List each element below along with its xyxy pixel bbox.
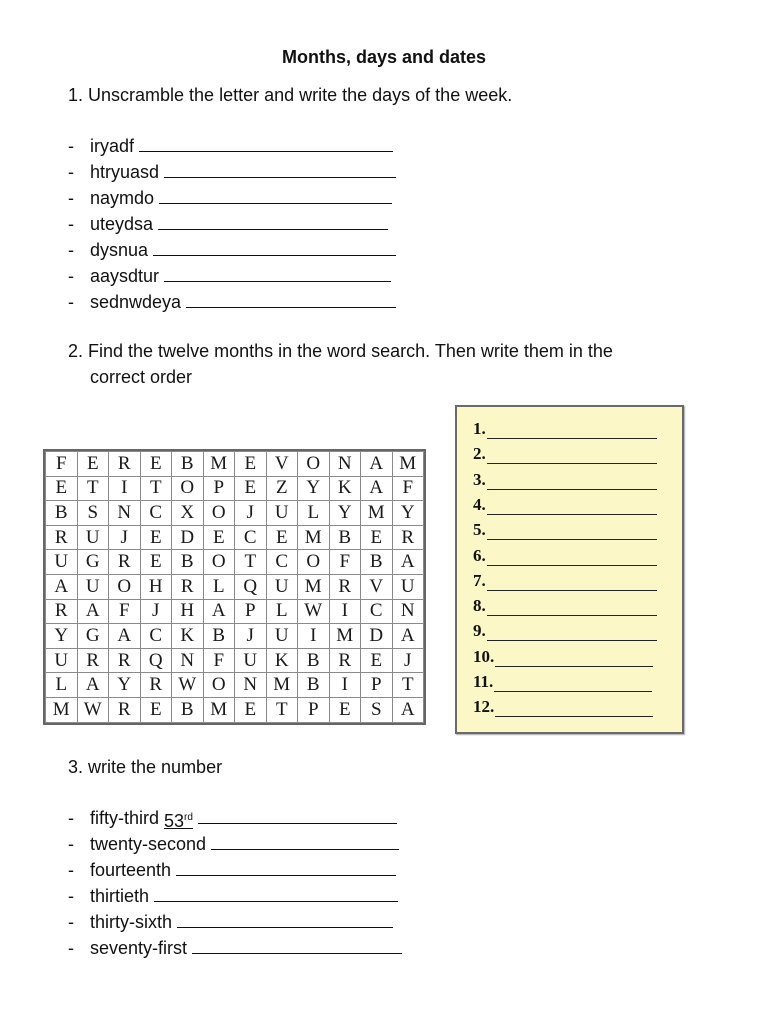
grid-letter[interactable]: B (298, 648, 330, 673)
answer-line[interactable] (176, 857, 396, 876)
grid-letter[interactable]: K (172, 624, 204, 649)
grid-letter[interactable]: M (298, 525, 330, 550)
answer-line[interactable] (487, 551, 657, 566)
answer-number: 8. (473, 596, 486, 616)
grid-letter[interactable]: F (109, 599, 141, 624)
grid-letter[interactable]: T (77, 476, 109, 501)
list-item: - sednwdeya (68, 289, 396, 315)
grid-letter[interactable]: N (235, 673, 267, 698)
grid-row (46, 599, 424, 624)
answer-line[interactable] (154, 883, 398, 902)
grid-letter[interactable]: I (329, 673, 361, 698)
grid-letter[interactable]: M (266, 673, 298, 698)
grid-letter[interactable]: M (329, 624, 361, 649)
grid-letter[interactable]: M (203, 697, 235, 722)
grid-letter[interactable]: Y (329, 501, 361, 526)
answer-line[interactable] (495, 702, 653, 717)
grid-letter[interactable]: G (77, 624, 109, 649)
grid-letter[interactable]: L (298, 501, 330, 526)
grid-row (46, 673, 424, 698)
page-title: Months, days and dates (281, 47, 487, 67)
grid-letter[interactable]: E (361, 648, 393, 673)
answer-number: 1. (473, 419, 486, 438)
answer-line[interactable] (186, 289, 396, 308)
grid-letter[interactable]: J (140, 599, 172, 624)
answer-line[interactable] (487, 601, 657, 616)
grid-letter[interactable]: A (77, 673, 109, 698)
grid-letter[interactable]: I (329, 599, 361, 624)
grid-letter[interactable]: R (329, 648, 361, 673)
list-item: - twenty-second (68, 831, 402, 857)
grid-letter[interactable]: W (77, 697, 109, 722)
grid-letter[interactable]: E (203, 525, 235, 550)
grid-letter[interactable]: Q (140, 648, 172, 673)
grid-letter[interactable]: I (109, 476, 141, 501)
grid-letter[interactable]: E (140, 550, 172, 575)
grid-letter[interactable]: A (46, 574, 78, 599)
grid-letter[interactable]: E (266, 525, 298, 550)
grid-letter[interactable]: T (392, 673, 424, 698)
answer-number: 4. (473, 494, 486, 514)
answer-line[interactable] (139, 133, 393, 152)
question-3-list (68, 805, 402, 961)
answer-line[interactable] (494, 677, 652, 692)
grid-letter[interactable]: T (266, 697, 298, 722)
answer-line[interactable] (211, 831, 399, 850)
grid-letter[interactable]: M (298, 574, 330, 599)
grid-letter[interactable]: E (46, 476, 78, 501)
answer-line[interactable] (153, 237, 396, 256)
grid-letter[interactable]: R (77, 648, 109, 673)
grid-letter[interactable]: E (235, 697, 267, 722)
grid-letter[interactable]: M (361, 501, 393, 526)
answer-row (473, 647, 653, 667)
grid-letter[interactable]: N (392, 599, 424, 624)
answer-line[interactable] (158, 211, 388, 230)
answer-row (473, 520, 657, 540)
grid-letter[interactable]: R (392, 525, 424, 550)
answer-row (473, 672, 652, 692)
grid-letter[interactable]: B (172, 697, 204, 722)
answer-row (473, 444, 657, 464)
grid-letter[interactable]: B (46, 501, 78, 526)
question-3-prompt: 3. write the number (68, 757, 223, 777)
answer-number: 7. (473, 570, 486, 590)
grid-letter[interactable]: B (172, 550, 204, 575)
grid-letter[interactable]: K (329, 476, 361, 501)
grid-letter[interactable]: O (298, 452, 330, 477)
list-item: - htryuasd (68, 159, 396, 185)
grid-letter[interactable]: S (77, 501, 109, 526)
grid-letter[interactable]: R (46, 599, 78, 624)
grid-letter[interactable]: A (361, 476, 393, 501)
grid-letter[interactable]: W (172, 673, 204, 698)
grid-letter[interactable]: P (203, 476, 235, 501)
list-item: - seventy-first (68, 935, 402, 961)
answer-line[interactable] (495, 652, 653, 667)
grid-letter[interactable]: J (392, 648, 424, 673)
answer-line[interactable] (159, 185, 392, 204)
answer-line[interactable] (487, 576, 657, 591)
grid-letter[interactable]: R (329, 574, 361, 599)
grid-letter[interactable]: B (203, 624, 235, 649)
answer-row (473, 495, 657, 515)
answer-number: 2. (473, 444, 486, 464)
grid-letter[interactable]: D (361, 624, 393, 649)
grid-letter[interactable]: A (392, 624, 424, 649)
grid-letter[interactable]: F (46, 452, 78, 477)
grid-letter[interactable]: O (203, 550, 235, 575)
answer-row (473, 571, 657, 591)
grid-letter[interactable]: Y (46, 624, 78, 649)
grid-letter[interactable]: A (77, 599, 109, 624)
grid-row (46, 550, 424, 575)
list-item: - fifty-third 53rd (68, 805, 402, 831)
answer-line[interactable] (164, 263, 391, 282)
grid-letter[interactable]: S (361, 697, 393, 722)
grid-letter[interactable]: Y (109, 673, 141, 698)
grid-letter[interactable]: P (235, 599, 267, 624)
grid-letter[interactable]: J (109, 525, 141, 550)
grid-letter[interactable]: I (298, 624, 330, 649)
answer-row (473, 546, 657, 566)
grid-letter[interactable]: J (235, 624, 267, 649)
answer-row (473, 697, 653, 717)
grid-letter[interactable]: U (46, 648, 78, 673)
grid-letter[interactable]: K (266, 648, 298, 673)
answer-number: 11. (473, 672, 494, 691)
grid-letter[interactable]: C (361, 599, 393, 624)
grid-letter[interactable]: R (172, 574, 204, 599)
grid-letter[interactable]: C (266, 550, 298, 575)
grid-letter[interactable]: T (235, 550, 267, 575)
grid-letter[interactable]: Q (235, 574, 267, 599)
grid-letter[interactable]: O (203, 501, 235, 526)
grid-row (46, 501, 424, 526)
grid-letter[interactable]: F (392, 476, 424, 501)
grid-letter[interactable]: L (266, 599, 298, 624)
grid-letter[interactable]: E (140, 452, 172, 477)
question-1-prompt: 1. Unscramble the letter and write the days of the week. (68, 85, 513, 105)
grid-row (46, 574, 424, 599)
grid-letter[interactable]: U (266, 501, 298, 526)
grid-letter[interactable]: F (203, 648, 235, 673)
grid-letter[interactable]: D (172, 525, 204, 550)
grid-letter[interactable]: R (109, 452, 141, 477)
grid-letter[interactable]: U (266, 624, 298, 649)
grid-letter[interactable]: Z (266, 476, 298, 501)
answer-row (473, 596, 657, 616)
grid-letter[interactable]: N (109, 501, 141, 526)
answer-line[interactable] (487, 424, 657, 439)
grid-letter[interactable]: E (140, 525, 172, 550)
grid-letter[interactable]: O (203, 673, 235, 698)
grid-letter[interactable]: O (298, 550, 330, 575)
list-item: - dysnua (68, 237, 396, 263)
grid-row (46, 624, 424, 649)
grid-letter[interactable]: B (172, 452, 204, 477)
grid-letter[interactable]: M (203, 452, 235, 477)
grid-letter[interactable]: Y (392, 501, 424, 526)
grid-letter[interactable]: X (172, 501, 204, 526)
grid-letter[interactable]: E (329, 697, 361, 722)
answer-number: 6. (473, 545, 486, 565)
grid-letter[interactable]: U (46, 550, 78, 575)
answer-line[interactable] (192, 935, 402, 954)
answer-line[interactable] (487, 449, 657, 464)
answer-line[interactable] (198, 805, 397, 824)
grid-letter[interactable]: O (172, 476, 204, 501)
grid-letter[interactable]: V (266, 452, 298, 477)
answer-number: 5. (473, 520, 486, 540)
grid-letter[interactable]: R (109, 648, 141, 673)
grid-row (46, 525, 424, 550)
grid-letter[interactable]: P (361, 673, 393, 698)
grid-letter[interactable]: G (77, 550, 109, 575)
grid-letter[interactable]: U (392, 574, 424, 599)
list-item: - aaysdtur (68, 263, 396, 289)
grid-letter[interactable]: R (109, 550, 141, 575)
grid-letter[interactable]: U (77, 525, 109, 550)
grid-letter[interactable]: A (109, 624, 141, 649)
grid-letter[interactable]: U (266, 574, 298, 599)
answer-row (473, 419, 657, 439)
grid-letter[interactable]: E (235, 476, 267, 501)
list-item: - iryadf (68, 133, 396, 159)
grid-letter[interactable]: T (140, 476, 172, 501)
answer-line[interactable] (487, 500, 657, 515)
answer-number: 12. (473, 697, 495, 717)
grid-letter[interactable]: N (329, 452, 361, 477)
grid-letter[interactable]: B (329, 525, 361, 550)
grid-letter[interactable]: B (298, 673, 330, 698)
grid-letter[interactable]: E (361, 525, 393, 550)
grid-letter[interactable]: N (172, 648, 204, 673)
grid-letter[interactable]: C (140, 624, 172, 649)
grid-letter[interactable]: J (235, 501, 267, 526)
list-item: - uteydsa (68, 211, 396, 237)
list-item: - thirtieth (68, 883, 402, 909)
grid-letter[interactable]: A (361, 452, 393, 477)
list-item: - thirty-sixth (68, 909, 402, 935)
grid-letter[interactable]: F (329, 550, 361, 575)
grid-letter[interactable]: U (235, 648, 267, 673)
answer-row (473, 621, 657, 641)
grid-letter[interactable]: R (109, 697, 141, 722)
grid-letter[interactable]: U (77, 574, 109, 599)
word-search-grid (45, 451, 424, 723)
grid-row (46, 648, 424, 673)
grid-row (46, 697, 424, 722)
grid-letter[interactable]: E (235, 452, 267, 477)
grid-letter[interactable]: W (298, 599, 330, 624)
answer-line[interactable] (177, 909, 393, 928)
example-answer: 53rd (164, 811, 193, 831)
answer-line[interactable] (487, 525, 657, 540)
list-item: - naymdo (68, 185, 396, 211)
grid-letter[interactable]: B (361, 550, 393, 575)
answer-line[interactable] (164, 159, 396, 178)
grid-letter[interactable]: Y (298, 476, 330, 501)
answer-number: 3. (473, 469, 486, 489)
grid-letter[interactable]: L (203, 574, 235, 599)
month-answer-box (455, 405, 684, 734)
grid-letter[interactable]: L (46, 673, 78, 698)
answer-row (473, 470, 657, 490)
grid-letter[interactable]: E (77, 452, 109, 477)
grid-letter[interactable]: P (298, 697, 330, 722)
grid-letter[interactable]: A (392, 550, 424, 575)
grid-row (46, 476, 424, 501)
list-item: - fourteenth (68, 857, 402, 883)
grid-letter[interactable]: C (140, 501, 172, 526)
grid-letter[interactable]: M (46, 697, 78, 722)
grid-letter[interactable]: E (140, 697, 172, 722)
answer-number: 9. (473, 621, 486, 641)
grid-letter[interactable]: M (392, 452, 424, 477)
grid-letter[interactable]: R (46, 525, 78, 550)
grid-letter[interactable]: H (140, 574, 172, 599)
answer-line[interactable] (487, 475, 657, 490)
question-2-prompt: 2. Find the twelve months in the word search. Then write them in the correct order (68, 341, 613, 387)
grid-letter[interactable]: R (140, 673, 172, 698)
question-1-list (68, 133, 396, 315)
grid-letter[interactable]: A (392, 697, 424, 722)
grid-letter[interactable]: O (109, 574, 141, 599)
grid-letter[interactable]: A (203, 599, 235, 624)
answer-line[interactable] (487, 626, 657, 641)
answer-number: 10. (473, 646, 495, 666)
grid-letter[interactable]: H (172, 599, 204, 624)
grid-letter[interactable]: V (361, 574, 393, 599)
grid-row (46, 452, 424, 477)
grid-letter[interactable]: C (235, 525, 267, 550)
